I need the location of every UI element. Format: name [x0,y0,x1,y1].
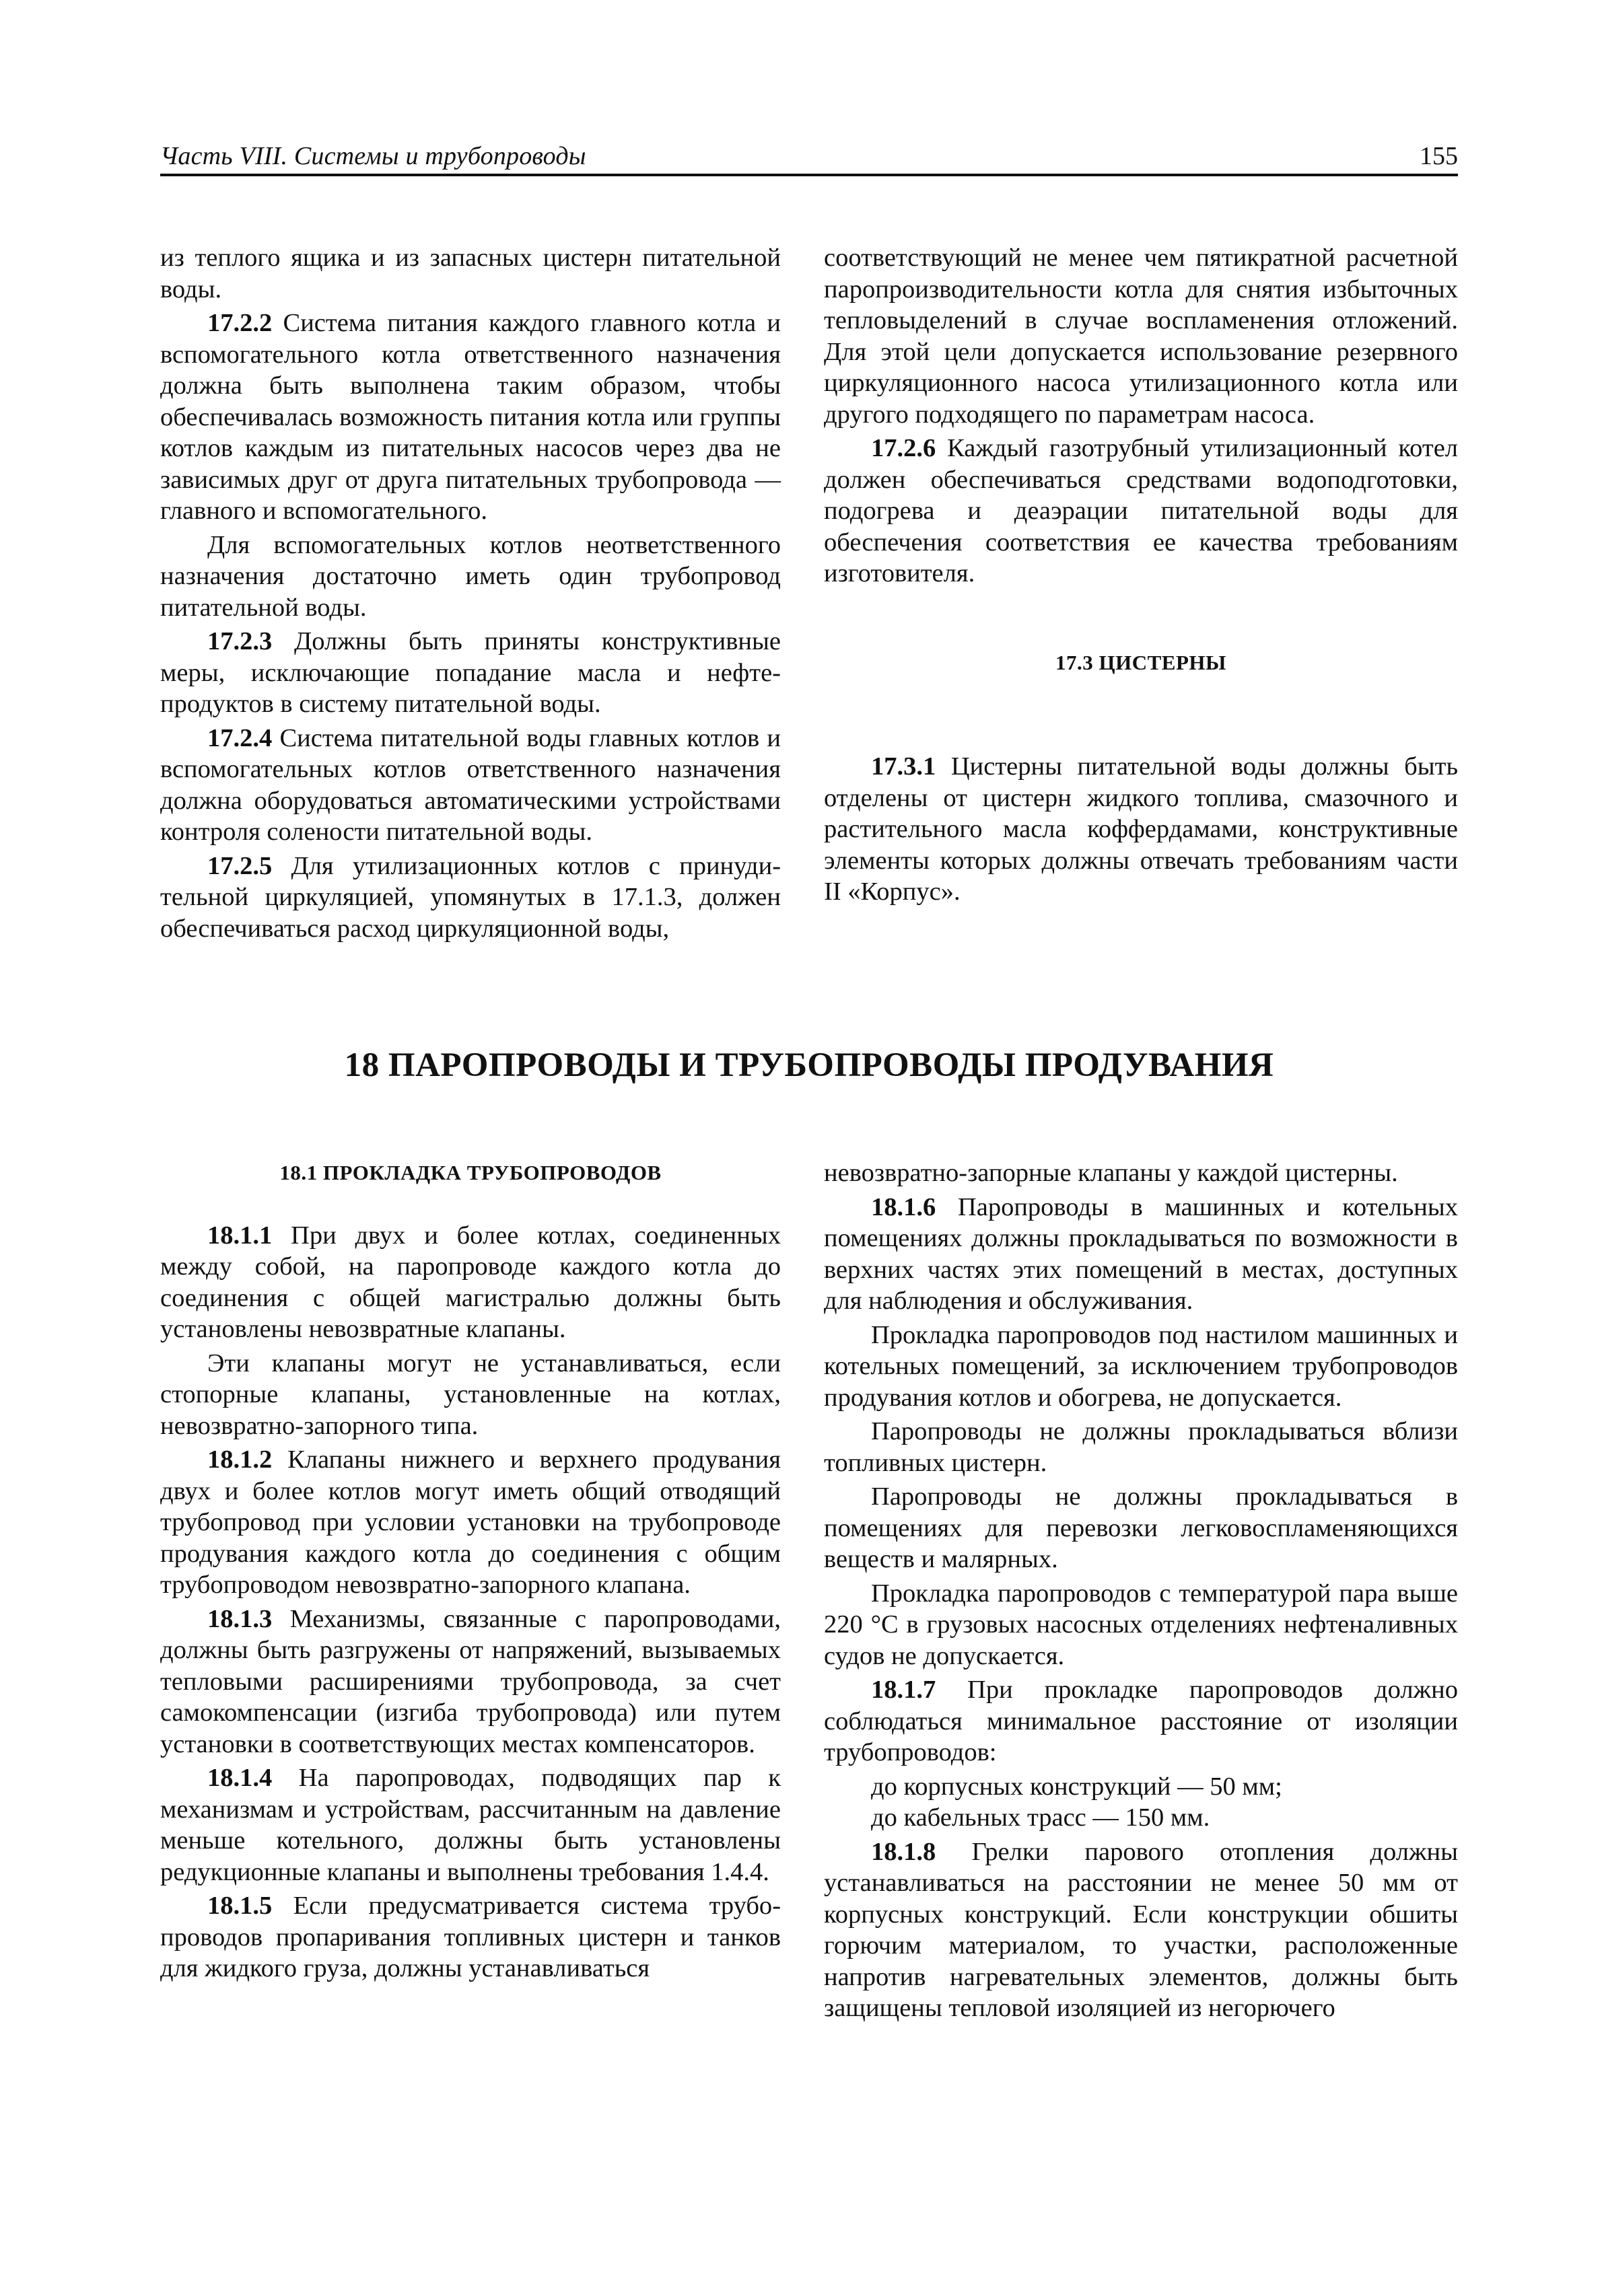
clause-text: Должны быть приняты конструктивные меры, исключающие попадание масла и нефтепродуктов в систему питательной воды. [160,627,781,718]
clause-number: 17.2.3 [207,627,273,655]
paragraph [160,1762,781,1888]
paragraph: Прокладка паропроводов с температурой пара выше 220 °С в грузовых насосных отделениях нефтеналивных судов не допускается. [824,1579,1458,1670]
clause-text: Для утилизационных котлов с принудительной циркуляцией, упомянутых в 17.1.3, должен обеспечиваться расход циркуляционной воды, [160,851,781,943]
clause-text: Каждый газотрубный утилизационный котел должен обеспечиваться средствами водоподготовки, подогрева и деаэрации питательной воды для обеспечения соответствия ее качества требованиям изготовителя. [824,434,1458,587]
bottom-left-column [160,1157,781,1987]
paragraph: из теплого ящика и из запасных цистерн питательной воды. [160,244,781,303]
clause-text: Клапаны нижнего и верхнего продувания двух и более котлов могут иметь общий отводящий трубопровод при условии установки на трубопроводе продувания каждого котла до соединения с общим трубопроводом невозвратно-запорного клапана. [160,1445,781,1599]
paragraph: Паропроводы не должны прокладываться вблизи топливных цистерн. [824,1417,1458,1477]
paragraph: Прокладка паропроводов под настилом машинных и котельных помещений, за исключением трубопроводов продувания котлов и обогрева, не допускается. [824,1320,1458,1412]
paragraph: невозвратно-запорные клапаны у каждой цистерны. [824,1159,1398,1187]
paragraph [824,433,1458,589]
paragraph [824,751,1458,908]
clause-number: 18.1.2 [207,1445,273,1474]
clause-number: 18.1.3 [207,1604,273,1633]
paragraph [160,1220,781,1345]
paragraph [824,1192,1458,1317]
clause-number: 17.2.2 [207,309,273,337]
paragraph [160,851,781,945]
chapter-title: 18 ПАРОПРОВОДЫ И ТРУБОПРОВОДЫ ПРОДУВАНИЯ [344,1046,1274,1084]
section-heading: 17.3 ЦИСТЕРНЫ [1055,650,1226,674]
clause-text: При прокладке паропроводов должно соблюдаться минимальное расстояние от изоляции трубопроводов: [824,1676,1458,1766]
paragraph [160,1890,781,1984]
paragraph [824,1836,1458,2024]
clause-text: Система питательной воды главных котлов и вспомогательных котлов ответственного назначения должна оборудоваться автоматическими устройствами контроля солености питательной воды. [160,723,781,846]
section-heading: 18.1 ПРОКЛАДКА ТРУБОПРОВОДОВ [279,1161,662,1184]
paragraph [160,723,781,848]
clause-text: Паропроводы в машинных и котельных помещениях должны прокладываться по возможности в верхних частях этих помещений в местах, доступных для наблюдения и обслуживания. [824,1192,1459,1315]
list-item: до корпусных конструкций — 50 мм; [871,1772,1282,1801]
clause-text: Механизмы, связанные с паропроводами, должны быть разгружены от напряжений, вызываемых тепловыми расширениями трубопровода, за счет самокомпенсации (изгиба трубопровода) или путем установки в соответствующих местах компенсаторов. [160,1604,781,1758]
list-item: до кабельных трасс — 150 мм. [871,1803,1210,1832]
clause-number: 18.1.4 [207,1764,273,1792]
clause-number: 18.1.5 [207,1892,273,1920]
clause-text: На паропроводах, подводящих пар к механизмам и устройствам, рассчитанным на давление меньше котельного, должны быть установлены редукционные клапаны и выполнены требования 1.4.4. [160,1764,781,1886]
clause-number: 17.2.6 [871,434,936,462]
top-left-column [160,242,781,947]
clause-number: 18.1.6 [871,1192,936,1221]
clause-text: Грелки парового отопления должны устанавливаться на расстоянии не менее 50 мм от корпусных конструкций. Если конструкции обшиты горючим материалом, то участки, расположенные напротив нагревательных элементов, должны быть защищены тепловой изоляцией из негорючего [824,1837,1458,2022]
clause-text: Если предусматривается система трубопроводов пропаривания топливных цистерн и танков для жидкого груза, должны устанавливаться [160,1892,781,1982]
page-number: 155 [1420,142,1458,170]
paragraph [160,308,781,527]
paragraph: соответствующий не менее чем пятикратной расчетной паропроизводительности котла для снятия избыточных тепловыделений в случае воспламенения отложений. Для этой цели допускается использование резервного циркуляционного насоса утилизационного котла или другого подходящего по параметрам насоса. [824,244,1458,429]
clause-number: 18.1.8 [871,1837,936,1866]
clause-text: Цистерны питательной воды должны быть отделены от цистерн жидкого топлива, смазочного и растительного масла коффердамами, конструктивные элементы которых должны отвечать требованиям части II «Корпус». [824,752,1459,906]
clause-number: 17.2.5 [207,851,273,880]
paragraph: Для вспомогательных котлов неответственного назначения достаточно иметь один трубопровод питательной воды. [160,530,781,622]
running-header [160,132,1458,176]
paragraph: Паропроводы не должны прокладываться в помещениях для перевозки легковоспламеняющихся веществ и малярных. [824,1482,1458,1573]
clause-text: При двух и более котлах, соединенных между собой, на паропроводе каждого котла до соединения с общей магистралью должны быть установлены невозвратные клапаны. [160,1221,781,1343]
paragraph [824,1674,1458,1768]
paragraph [160,1604,781,1760]
clause-text: Система питания каждого главного котла и вспомогательного котла ответственного назначения должна быть выполнена таким образом, чтобы обеспечивалась возможность питания котла или группы котлов каждым из питательных насосов через два не зависимых друг от друга питательных трубопровода — главного и вспомогательного. [160,309,781,525]
clause-number: 17.3.1 [871,752,936,781]
paragraph: Эти клапаны могут не устанавливаться, если стопорные клапаны, установленные на котлах, невозвратно-запорного типа. [160,1349,781,1440]
top-right-column [824,242,1458,910]
running-title: Часть VIII. Системы и трубопроводы [160,142,586,170]
paragraph [160,626,781,720]
clause-number: 18.1.7 [871,1676,936,1704]
paragraph [160,1444,781,1601]
bottom-right-column [824,1157,1458,2027]
clause-number: 18.1.1 [207,1221,273,1250]
clause-number: 17.2.4 [207,723,273,752]
